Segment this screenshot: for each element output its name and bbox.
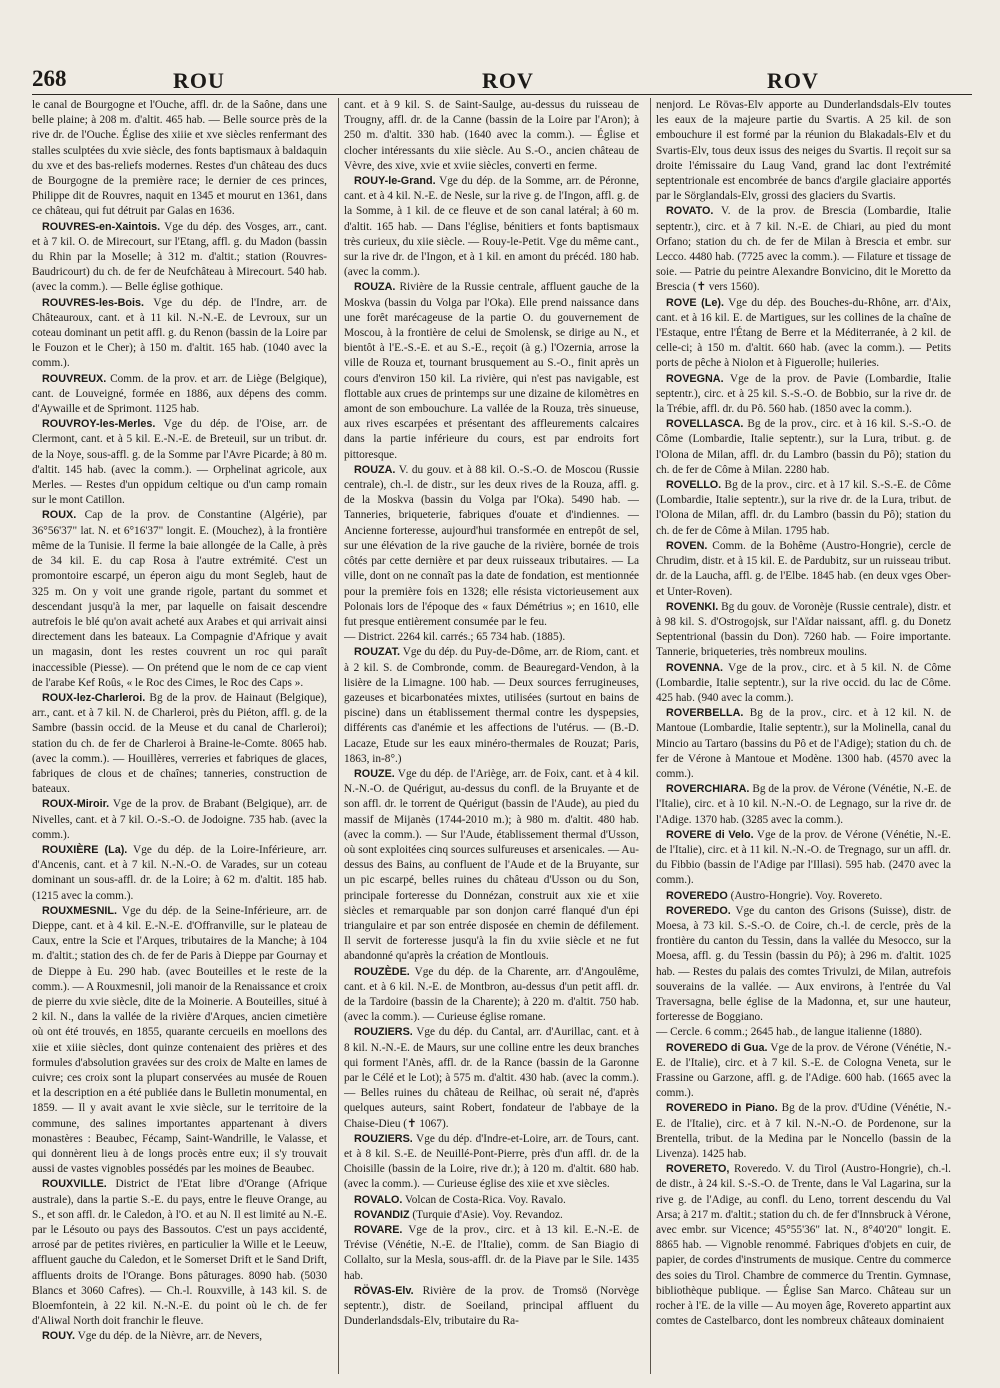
entry-text: Bg de la prov. de Vérone (Vénétie, N.-E. de l'Italie), circ. et à 10 kil. N.-N.-O. de Legnago, sur la rive dr. de l'Adige. 1370 hab. (3285 avec la comm.).	[656, 783, 951, 826]
dictionary-entry	[656, 296, 951, 372]
dictionary-entry	[656, 661, 951, 707]
entry-text: Vge du dép. du Puy-de-Dôme, arr. de Riom, cant. et à 2 kil. S. de Combronde, comm. de Beauregard-Vendon, à la lisière de la Limagne. 100 hab. — Deux sources ferrugineuses, gazeuses et bicarbonatées mixtes, utilisées (surtout en bains de piscine) dans un établissement thermal contre les dyspepsies, différents cas d'anémie et les affections de l'utérus. — (B.-D. Lacaze, Etude sur les eaux minéro-thermales de Rouzat; Paris, 1863, in-8°.)	[344, 646, 639, 765]
dictionary-entry	[656, 478, 951, 539]
entry-headword: ROVATO.	[666, 205, 714, 218]
dictionary-entry	[32, 417, 327, 508]
entry-text: Vge du dép. de la Loire-Inférieure, arr. d'Ancenis, cant. et à 7 kil. N.-N.-O. de Varades, sur un coteau dominant un sous-affl. dr. de la Loire; à 62 m. d'altit. 185 hab. (1215 avec la comm.).	[32, 843, 327, 902]
entry-text: Vge du dép. d'Indre-et-Loire, arr. de Tours, cant. et à 8 kil. S.-E. de Neuillé-Pont-Pierre, près d'un affl. dr. de la Choisille (bassin de la Loire, rive dr.); à 120 m. d'altit. 680 hab. (avec la comm.). — Curieuse église des xiie et xve siècles.	[344, 1132, 639, 1191]
entry-headword: ROVEREDO in Piano.	[666, 1102, 778, 1115]
entry-headword: ROUVREUX.	[42, 372, 107, 385]
dictionary-entry	[32, 797, 327, 843]
entry-text: V. de la prov. de Brescia (Lombardie, Italie septentr.), circ. et à 7 kil. N.-E. de Chiari, au pied du mont Orfano; station du ch. de fer de Milan à Brescia et embr. sur Lecco. 4480 hab. (7725 avec la comm.). — Filature et tissage de soie. — Patrie du peintre Alexandre Bonvicino, dit le Moretto da Brescia (✝ vers 1560).	[656, 205, 951, 294]
dictionary-entry	[656, 1041, 951, 1102]
entry-text: — District. 2264 kil. carrés.; 65 734 hab. (1885).	[344, 631, 566, 644]
entry-text: Vge du dép. de l'Indre, arr. de Châteauroux, cant. et à 11 kil. N.-N.-E. de Levroux, sur un coteau dominant un petit affl. g. du Renon (bassin de la Loire par le Fouzon et le Cher); à 150 m. d'altit. 165 hab. (1040 avec la comm.).	[32, 296, 327, 370]
entry-text: Bg de la prov., circ. et à 17 kil. S.-S.-E. de Côme (Lombardie, Italie septentr.), sur la rive dr. de la Lura, tribut. de l'Olona de Milan, affl. dr. du Lambro (bassin du Pô); station du ch. de fer de Côme à Milan. 1795 hab.	[656, 479, 951, 537]
entry-text: District de l'Etat libre d'Orange (Afrique australe), dans la partie S.-E. du pays, entre le fleuve Orange, au S., et son affl. dr. le Caledon, à l'O. et au N. Il est limité au N.-E. par le Lésouto ou pays des Bassoutos. C'est un pays accidenté, arrosé par de petites rivières, en particulier la Wille et le Leeuw, affluent gauche du Caledon, et le Somerset Drift et le Sand Drift, affluents droits de l'Orange. Bons pâturages. 8090 hab. (5030 Blancs et 3060 Cafres). — Ch.-l. Rouxville, à 143 kil. S. de Bloemfontein, à 22 kil. N.-N.-E. du point où le ch. de fer d'Aliwal North doit franchir le fleuve.	[32, 1178, 327, 1328]
entry-headword: ROVENKI.	[666, 600, 719, 613]
entry-headword: ROVALO.	[354, 1193, 403, 1206]
entry-headword: ROUVROY-les-Merles.	[42, 418, 156, 431]
entry-headword: ROUX-Miroir.	[42, 798, 110, 811]
entry-headword: ROUZA.	[354, 463, 396, 476]
entry-headword: ROUY-le-Grand.	[354, 175, 436, 188]
entry-text: cant. et à 9 kil. S. de Saint-Saulge, au-dessus du ruisseau de Trougny, affl. dr. de la Canne (bassin de la Loire par l'Aron); à 250 m. d'altit. 330 hab. (1640 avec la comm.). — Église et clocher intéressants du xiie siècle. Au S.-O., ancien château de Vèvre, des xive, xvie et xviie siècles, converti en ferme.	[344, 99, 639, 172]
entry-text: V. du gouv. et à 88 kil. O.-S.-O. de Moscou (Russie centrale), ch.-l. de distr., sur les deux rives de la Rouza, affl. g. de la Moskva (bassin du Volga par l'Oka). 5490 hab. — Tanneries, briqueterie, fabriques d'ouate et d'indiennes. — Ancienne forteresse, aujourd'hui transformée en entrepôt de sel, sur une élévation de la rive gauche de la rivière, bornée de trois côtés par cette dernière et par deux ruisseaux tributaires. — La ville, dont on ne connaît pas la date de fondation, est mentionnée pour la première fois en 1328; elle résista victorieusement aux Polonais lors de l'époque des « faux Démétrius »; en 1610, elle fut presque entièrement consumée par le feu.	[344, 463, 639, 628]
dictionary-entry	[656, 417, 951, 478]
entry-headword: ROVARE.	[354, 1224, 403, 1237]
dictionary-entry	[656, 1162, 951, 1329]
entry-headword: ROVEN.	[666, 539, 708, 552]
dictionary-entry	[32, 372, 327, 418]
entry-headword: ROUZÈDE.	[354, 965, 410, 978]
dictionary-entry	[656, 372, 951, 418]
dictionary-entry	[656, 889, 951, 904]
entry-headword: ROVERBELLA.	[666, 707, 744, 720]
entry-text: Rivière de la prov. de Tromsö (Norvège septentr.), distr. de Soeiland, principal affluent du Dunderlandsdals-Elv, tributaire du Ra-	[344, 1284, 639, 1328]
entry-headword: RÖVAS-Elv.	[354, 1284, 414, 1297]
dictionary-entry	[344, 645, 639, 767]
dictionary-entry	[32, 843, 327, 904]
dictionary-entry	[32, 220, 327, 296]
dictionary-entry	[656, 1101, 951, 1162]
entry-text: Bg de la prov., circ. et à 12 kil. N. de Mantoue (Lombardie, Italie septentr.), sur la Molinella, canal du Mincio au Tartaro (bassins du Pô et de l'Adige); station du ch. de fer de Vérone à Mantoue et Modène. 1300 hab. (4570 avec la comm.).	[656, 707, 951, 780]
column-middle	[344, 98, 639, 1374]
dictionary-entry	[344, 767, 639, 965]
entry-text: Vge de la prov. de Vérone (Vénétie, N.-E. de l'Italie), circ. et à 7 kil. S.-E. de Cologna Veneta, sur le Frassine ou Garzone, affl. g. de l'Adige. 600 hab. (1665 avec la comm.).	[656, 1041, 951, 1100]
dictionary-entry	[656, 904, 951, 1026]
entry-headword: ROVEREDO.	[666, 904, 731, 917]
entry-text: Vge du dép. des Vosges, arr., cant. et à 7 kil. O. de Mirecourt, sur l'Etang, affl. g. du Madon (bassin du Rhin par la Moselle; à 312 m. d'altit.; station (Rouvres-Baudricourt) du ch. de fer de Neufchâteau à Mirecourt. 540 hab. (avec la comm.). — Belle église gothique.	[32, 220, 327, 294]
header-center-word: ROV	[482, 68, 534, 93]
entry-headword: ROUVRES-les-Bois.	[42, 296, 144, 309]
dictionary-entry	[344, 1193, 639, 1208]
dictionary-entry	[344, 463, 639, 630]
entry-headword: ROVERCHIARA.	[666, 783, 750, 796]
dictionary-entry	[32, 1177, 327, 1329]
entry-headword: ROVEREDO	[666, 889, 728, 902]
dictionary-entry	[32, 691, 327, 797]
header-right-word: ROV	[767, 68, 819, 93]
entry-text: Vge du dép. du Cantal, arr. d'Aurillac, cant. et à 8 kil. N.-N.-E. de Maurs, sur une colline entre les deux branches qui forment l'Anès, affl. dr. de la Rance (bassin de la Garonne par le Célé et le Lot); à 575 m. d'altit. 430 hab. (avec la comm.). — Belles ruines du château de Reilhac, où serait né, d'après quelques auteurs, saint Robert, fondateur de l'abbaye de la Chaise-Dieu (✝ 1067).	[344, 1026, 639, 1130]
dictionary-entry	[344, 98, 639, 174]
entry-headword: ROUXVILLE.	[42, 1178, 107, 1191]
column-separator	[338, 98, 339, 1374]
entry-headword: ROUZA.	[354, 281, 396, 294]
column-right	[656, 98, 951, 1374]
entry-text: Vge de la prov. de Brabant (Belgique), arr. de Nivelles, cant. et à 7 kil. O.-S.-O. de Jodoigne. 735 hab. (avec la comm.).	[32, 798, 327, 841]
entry-headword: ROVELLO.	[666, 479, 722, 492]
entry-text: Vge du dép. de la Nièvre, arr. de Nevers,	[77, 1330, 263, 1343]
entry-headword: ROVELLASCA.	[666, 418, 744, 431]
entry-headword: ROUZE.	[354, 767, 395, 780]
header-left-word: ROU	[173, 68, 225, 93]
column-left	[32, 98, 327, 1374]
dictionary-entry	[32, 508, 327, 690]
dictionary-entry	[656, 539, 951, 600]
entry-text: Roveredo. V. du Tirol (Austro-Hongrie), ch.-l. de distr., à 24 kil. S.-S.-O. de Trente, dans le Val Lagarina, sur la rive g. de l'Adige, au confl. du Leno, torrent descendu du Val Arsa; à 217 m. d'altit.; station du ch. de fer d'Innsbruck à Vérone, avec embr. sur Vicence; 45°55'36" lat. N., 8°40'20" longit. E. 8865 hab. — Vignoble renommé. Fabriques d'objets en cuir, de papier, de cordes d'instruments de musique. Centre du commerce des soies du Tirol. Chambre de commerce du Trentin. Gymnase, bibliothèque publique. — Église San Marco. Château sur un rocher à l'E. de la ville — Au moyen âge, Rovereto appartint aux comtes de Castelbarco, dont les nombreux châteaux dominaient	[656, 1163, 951, 1328]
entry-headword: ROUVRES-en-Xaintois.	[42, 220, 161, 233]
dictionary-entry	[656, 600, 951, 661]
entry-text: Vge de la prov. de Pavie (Lombardie, Italie septentr.), circ. et à 25 kil. S.-S.-O. de Bobbio, sur la rive dr. de la Trébie, affl. dr. du Pô. 560 hab. (1850 avec la comm.).	[656, 372, 951, 416]
dictionary-entry	[656, 98, 951, 204]
entry-headword: ROVENNA.	[666, 661, 723, 674]
entry-headword: ROVEGNA.	[666, 372, 724, 385]
entry-text: — Cercle. 6 comm.; 2645 hab., de langue italienne (1880).	[656, 1026, 923, 1039]
entry-headword: ROVEREDO di Gua.	[666, 1041, 768, 1054]
entry-text: Vge du dép. de la Seine-Inférieure, arr. de Dieppe, cant. et à 4 kil. E.-N.-E. d'Offranville, sur le plateau de Caux, entre la Scie et l'Arques, tributaires de la Manche; à 104 m. d'altit.; station des ch. de fer de Paris à Dieppe par Gournay et de Dieppe à Eu. 290 hab. (avec Bouteilles et le reste de la comm.). — A Rouxmesnil, joli manoir de la Renaissance et croix de pierre du xvie siècle, dite de la Moinerie. A Bouteilles, situé à 2 kil. N., dans la vallée de la rivière d'Arques, ancien cimetière où ont été trouvés, en 1855, quarante cercueils en moellons des xiie et xiiie siècles, dont quinze contenaient des prières et des formules d'absolution gravées sur des croix de Malte en lames de cuivre; ces croix sont la plupart conservées au musée de Rouen et la description en a été publiée dans le Bulletin monumental, en 1859. — Il y avait avant le xvie siècle, sur le territoire de la commune, des salines importantes appartenant à divers monastères : Beaubec, Fécamp, Saint-Wandrille, le Valasse, et qui donnèrent lieu à de longs procès entre eux; il s'y trouvait aussi de vastes vignobles possédés par les moines de Beaubec.	[32, 904, 327, 1176]
entry-text: Bg de la prov. de Hainaut (Belgique), arr., cant. et à 7 kil. N. de Charleroi, près du Piéton, affl. g. de la Sambre (bassin occid. de la Meuse et du canal de Charleroi); station du ch. de fer de Charleroi à Braine-le-Comte. 8065 hab. (avec la comm.). — Houillères, verreries et fabriques de glaces, fabriques de clous et de chaînes; tanneries, construction de bateaux.	[32, 691, 327, 796]
dictionary-entry	[344, 1284, 639, 1330]
dictionary-entry	[32, 904, 327, 1178]
entry-text: Vge du dép. de l'Ariège, arr. de Foix, cant. et à 4 kil. N.-N.-O. de Quérigut, au-dessus du confl. de la Bruyante et de son affl. dr. le torrent de Quérigut (bassin de l'Aude), au pied du massif de Mijanès (1744-2010 m.); à 980 m. d'altit. 480 hab. (avec la comm.). — Sur l'Aude, établissement thermal d'Usson, où sont exploitées cinq sources sulfureuses et arsenicales. — Au-dessus des Bains, au confluent de l'Aude et de la Bruyante, sur un pic escarpé, belles ruines du château d'Usson ou du Son, principale forteresse du Donnézan, construit aux xie et xiie siècles et remarquable par son donjon carré flanqué d'un épi triangulaire et par son entrée disposée en chemin de défilement. Il servit de forteresse jusqu'à la fin du xviie siècle et ne fut abandonné qu'après la création de Montlouis.	[344, 767, 639, 963]
entry-text: (Austro-Hongrie). Voy. Rovereto.	[730, 889, 883, 902]
dictionary-entry	[32, 1329, 327, 1344]
entry-headword: ROUX.	[42, 509, 77, 522]
entry-text: Bg de la prov., circ. et à 16 kil. S.-S.-O. de Côme (Lombardie, Italie septentr.), sur la Lura, tribut. g. de l'Olona de Milan, affl. dr. du Lambro (bassin du Pô); station du ch. de fer de Côme à Milan. 2280 hab.	[656, 418, 951, 476]
entry-text: Vge du dép. des Bouches-du-Rhône, arr. d'Aix, cant. et à 16 kil. E. de Martigues, sur les collines de la chaîne de l'Estaque, entre l'Étang de Berre et la Méditerranée, à 2 kil. de celle-ci; à 150 m. d'altit. 660 hab. (avec la comm.). — Petits ports de pêche à Niolon et à Figuerolle; huileries.	[656, 296, 951, 370]
entry-text: Vge du canton des Grisons (Suisse), distr. de Moesa, à 73 kil. S.-S.-O. de Coire, ch.-l. de cercle, près de la frontière du canton du Tessin, dans la vallée du Mesocco, sur la Moesa, affl. g. du Tessin (bassin du Pô); à 296 m. d'altit. 1025 hab. — Restes du palais des comtes Trivulzi, de Milan, autrefois souverains de la vallée. — Aux environs, à l'entrée du Val Traversagna, belle église de la Madonna, et, sur une hauteur, forteresse de Boggiano.	[656, 904, 951, 1024]
dictionary-entry	[32, 98, 327, 220]
entry-headword: ROVANDIZ	[354, 1208, 410, 1221]
entry-text: Vge de la prov., circ. et à 5 kil. N. de Côme (Lombardie, Italie septentr.), sur la rive occid. du lac de Côme. 425 hab. (940 avec la comm.).	[656, 661, 951, 704]
dictionary-entry	[32, 296, 327, 372]
dictionary-entry	[344, 1132, 639, 1193]
dictionary-entry	[656, 782, 951, 828]
header-rule	[32, 94, 972, 95]
entry-headword: ROUY.	[42, 1330, 75, 1343]
entry-headword: ROUZIERS.	[354, 1132, 413, 1145]
dictionary-entry	[656, 204, 951, 295]
dictionary-entry	[344, 1208, 639, 1223]
dictionary-entry	[344, 280, 639, 462]
entry-text: Vge du dép. de la Somme, arr. de Péronne, cant. et à 4 kil. N.-E. de Nesle, sur la rive g. de l'Ingon, affl. g. de la Somme, à 1 kil. de ce fleuve et de son canal latéral; à 60 m. d'altit. 165 hab. — Dans l'église, bénitiers et fonts baptismaux très curieux, du xiie siècle. — Rouy-le-Petit. Vge du même cant., sur la rive dr. de l'Ingon, et à 1 kil. en amont du précéd. 180 hab. (avec la comm.).	[344, 175, 639, 279]
entry-headword: ROUXIÈRE (La).	[42, 843, 128, 856]
entry-text: Vge de la prov., circ. et à 13 kil. E.-N.-E. de Trévise (Vénétie, N.-E. de l'Italie), comm. de San Biagio di Collalto, sur la Mesla, sous-affl. dr. de la Piave par le Sile. 1435 hab.	[344, 1224, 639, 1282]
entry-text: Rivière de la Russie centrale, affluent gauche de la Moskva (bassin du Volga par l'Oka). Elle prend naissance dans une forêt marécageuse de la partie O. du gouvernement de Moscou, à la frontière de celui de Smolensk, se dirige au N., et bientôt à l'E.-S.-E. et au S.-E., reçoit (à g.) l'Ozernia, arrose la ville de Rouza et, tournant brusquement au S.-O., finit après un cours d'environ 150 kil. La rivière, qui n'est pas navigable, est flottable aux crues de printemps sur une dizaine de kilomètres en amont de son embouchure. La vallée de la Rouza, très sinueuse, aux rives escarpées et présentant des affleurements calcaires dans la partie inférieure du cours, est par endroits fort pittoresque.	[344, 281, 639, 461]
entry-text: Vge du dép. de la Charente, arr. d'Angoulême, cant. et à 6 kil. N.-E. de Montbron, au-dessus d'un petit affl. dr. de la Tardoire (bassin de la Charente); à 220 m. d'altit. 750 hab. (avec la comm.). — Curieuse église romane.	[344, 965, 639, 1024]
entry-headword: ROUX-lez-Charleroi.	[42, 691, 146, 704]
entry-text: Comm. de la Bohême (Austro-Hongrie), cercle de Chrudim, distr. et à 15 kil. E. de Pardubitz, sur un ruisseau tribut. dr. de la Laucha, affl. g. de l'Elbe. 1845 hab. (en deux vges Ober- et Unter-Roven).	[656, 539, 951, 598]
column-separator	[650, 98, 651, 1374]
entry-text: Volcan de Costa-Rica. Voy. Ravalo.	[405, 1193, 566, 1206]
entry-headword: ROUZAT.	[354, 646, 400, 659]
entry-headword: ROUZIERS.	[354, 1026, 413, 1039]
entry-text: Vge du dép. de l'Oise, arr. de Clermont, cant. et à 5 kil. E.-N.-E. de Breteuil, sur un tribut. dr. de la Noye, sous-affl. g. de la Somme par l'Avre Picarde; à 80 m. d'altit. 145 hab. (avec la comm.). — Orphelinat agricole, aux Merles. — Restes d'un oppidum celtique ou d'un camp romain sur le mont Catillon.	[32, 418, 327, 507]
entry-text: Bg du gouv. de Voronèje (Russie centrale), distr. et à 98 kil. S. d'Ostrogojsk, sur l'Aïdar naissant, affl. g. du Donetz Septentrional (bassin du Don). 7260 hab. — Foire importante. Tannerie, briqueteries, très nombreux moulins.	[656, 600, 951, 659]
dictionary-entry	[344, 174, 639, 280]
dictionary-entry	[656, 828, 951, 889]
dictionary-entry	[344, 1223, 639, 1284]
dictionary-entry	[344, 1025, 639, 1131]
entry-text: le canal de Bourgogne et l'Ouche, affl. dr. de la Saône, dans une belle plaine; à 208 m. d'altit. 465 hab. — Belle source près de la rive dr. de l'Ouche. Église des xiiie et xve siècles renfermant des stalles sculptées du xvie siècle, des fonts baptismaux à baldaquin du xve et des bas-reliefs modernes. Restes d'un château des ducs de Bourgogne de la première race; le dernier de ces princes, Philippe dit de Rouvres, naquit en 1345 et mourut en 1361, dans ce château, qui fut détruit par Galas en 1636.	[32, 99, 327, 218]
entry-headword: ROUXMESNIL.	[42, 904, 117, 917]
entry-headword: ROVERETO,	[666, 1163, 730, 1176]
entry-text: Comm. de la prov. et arr. de Liège (Belgique), cant. de Louveigné, formée en 1886, aux dépens des comm. d'Aywaille et de Sprimont. 1125 hab.	[32, 372, 327, 416]
dictionary-entry	[344, 630, 639, 645]
dictionary-entry	[656, 1025, 951, 1040]
entry-headword: ROVE (Le).	[666, 296, 724, 309]
entry-text: Bg de la prov. d'Udine (Vénétie, N.-E. de l'Italie), circ. et à 7 kil. N.-N.-O. de Pordenone, sur la Brentella, tribut. de la Medina par le Noncello (bassin de la Livenza). 1425 hab.	[656, 1102, 951, 1161]
entry-headword: ROVERE di Velo.	[666, 828, 754, 841]
page-number: 268	[32, 66, 67, 91]
entry-text: Cap de la prov. de Constantine (Algérie), par 36°56'37" lat. N. et 6°16'37" longit. E. (Mouchez), à la frontière même de la Tunisie. Il ferme la baie allongée de la Calle, à près de 34 kil. E. du cap Rosa à l'autre extrémité. C'est un promontoire escarpé, un éperon aigu du mont Segleb, haut de 325 m. On y voit une grande rigole, partant du sommet et descendant jusqu'à la mer, par laquelle on faisait descendre autrefois le blé qu'on avait acheté aux Arabes et qui arrivait ainsi directement dans les bateaux. La Compagnie d'Afrique y avait un magasin, dont les restes couvrent un roc qui paraît inaccessible (Piesse). — On prétend que le nom de ce cap vient de l'arabe Kef Roûs, « le Roc des Cimes, le Roc des Caps ».	[32, 509, 327, 689]
entry-text: Vge de la prov. de Vérone (Vénétie, N.-E. de l'Italie), circ. et à 11 kil. N.-N.-O. de Tregnago, sur un affl. dr. du Fibbio (bassin de l'Adige par l'Illasi). 595 hab. (2470 avec la comm.).	[656, 828, 951, 887]
entry-text: (Turquie d'Asie). Voy. Revandoz.	[412, 1208, 563, 1221]
dictionary-entry	[344, 965, 639, 1026]
entry-text: nenjord. Le Rövas-Elv apporte au Dunderlandsdals-Elv toutes les eaux de la majeure partie du Svartis. A 25 kil. de son embouchure il est formé par la réunion du Blakadals-Elv et du Svartis-Elv, tous deux issus des neiges du Svartis. Il reçoit sur sa droite l'émissaire du Laug Vand, grand lac dont l'extrémité septentrionale est encombrée de bancs d'argile glaciaire apportés par le Sörglandals-Elv, grossi des glaciers du Svartis.	[656, 99, 951, 203]
dictionary-entry	[656, 706, 951, 782]
